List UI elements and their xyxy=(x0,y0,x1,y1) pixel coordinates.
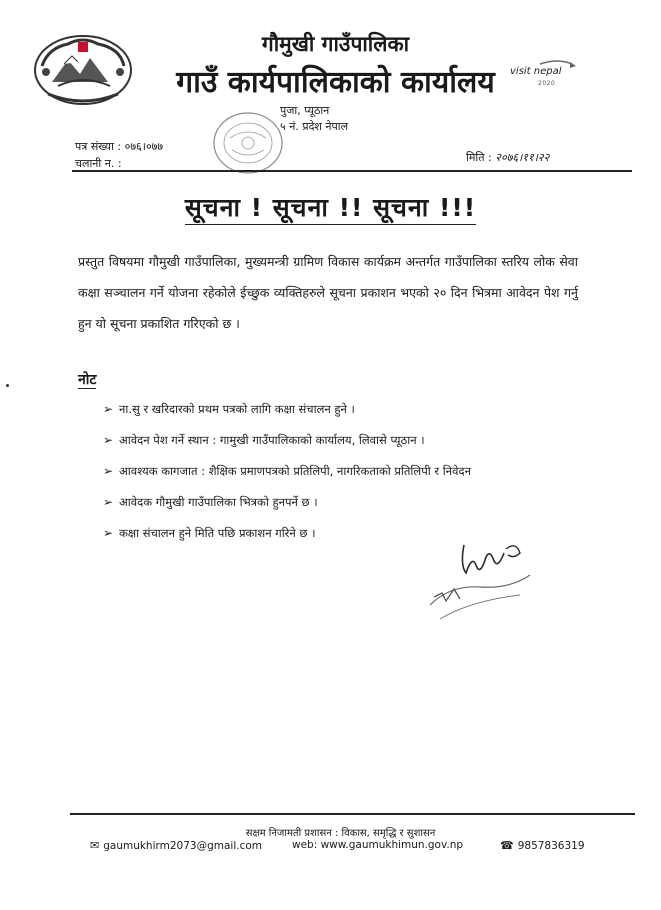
municipality-name: गौमुखी गाउँपालिका xyxy=(261,32,410,56)
phone-text: 9857836319 xyxy=(517,840,585,852)
note-heading xyxy=(78,370,96,389)
footer-phone xyxy=(500,839,585,852)
arrow-bullet-icon: ➢ xyxy=(103,464,114,478)
footer-website[interactable]: web: www.gaumukhimun.gov.np xyxy=(292,839,464,851)
date-field xyxy=(466,150,549,165)
notice-title xyxy=(0,190,661,224)
footer-email[interactable] xyxy=(90,839,262,852)
arrow-bullet-icon: ➢ xyxy=(103,526,114,540)
arrow-bullet-icon: ➢ xyxy=(103,402,114,416)
date-value: २०७६।११।२२ xyxy=(495,151,550,164)
list-item xyxy=(103,462,471,493)
letter-number: पत्र संख्या : ०७६।०७७ xyxy=(75,140,164,153)
list-item xyxy=(103,400,471,431)
notice-body: प्रस्तुत विषयमा गौमुखी गाउँपालिका, मुख्यमन्त्री ग्रामिण विकास कार्यक्रम अन्तर्गत गाउँपालिका स्तरिय लोक सेवा कक्षा सञ्चालन गर्ने योजना रहेकोले ईच्छुक व्यक्तिहरुले सूचना प्रकाशन भएको २० दिन भित्रमा आवेदन पेश गर्नु हुन यो सूचना प्रकाशित गरिएको छ । xyxy=(78,254,578,331)
footer-motto: सक्षम निजामती प्रशासन : विकास, समृद्धि र सुशासन xyxy=(245,828,436,839)
note-text: ना.सु र खरिदारको प्रथम पत्रको लागि कक्षा संचालन हुने । xyxy=(119,402,355,416)
address-line-2: ५ नं. प्रदेश नेपाल xyxy=(280,120,349,133)
list-item xyxy=(103,431,471,462)
email-text: gaumukhirm2073@gmail.com xyxy=(103,840,263,852)
note-text: आवेदक गौमुखी गाउँपालिका भित्रको हुनपर्ने छ । xyxy=(119,495,318,509)
header-divider xyxy=(72,170,632,172)
notes-list xyxy=(103,400,471,555)
date-label: मिति : xyxy=(466,151,492,164)
footer-divider xyxy=(70,813,635,815)
visit-nepal-year: 2020 xyxy=(538,80,556,87)
arrow-bullet-icon: ➢ xyxy=(103,495,114,509)
office-stamp-icon xyxy=(208,108,288,178)
address-line-1: पुजा, प्यूठान xyxy=(280,104,330,117)
note-text: कक्षा संचालन हुने मिति पछि प्रकाशन गरिने छ । xyxy=(119,526,316,540)
arrow-bullet-icon: ➢ xyxy=(103,433,114,447)
note-text: आवेदन पेश गर्ने स्थान : गामुखी गाउँपालिकाको कार्यालय, लिवासे प्यूठान । xyxy=(119,433,425,447)
signature-with-stamp-icon xyxy=(420,535,540,630)
note-text: आवश्यक कागजात : शैक्षिक प्रमाणपत्रको प्रतिलिपी, नागरिकताको प्रतिलिपी र निवेदन xyxy=(119,464,471,478)
note-heading-text: नोट xyxy=(78,372,97,388)
list-item xyxy=(103,524,471,555)
mail-icon: ✉ xyxy=(90,839,100,852)
list-item xyxy=(103,493,471,524)
office-name: गाउँ कार्यपालिकाको कार्यालय xyxy=(176,65,495,100)
notice-title-text: सूचना ! सूचना !! सूचना !!! xyxy=(185,193,476,225)
visit-nepal-text: visit nepal xyxy=(510,66,562,77)
visit-nepal-logo xyxy=(510,60,595,100)
dispatch-number: चलानी न. : xyxy=(75,157,122,170)
phone-icon: ☎ xyxy=(500,839,514,852)
scan-mark xyxy=(6,384,9,387)
